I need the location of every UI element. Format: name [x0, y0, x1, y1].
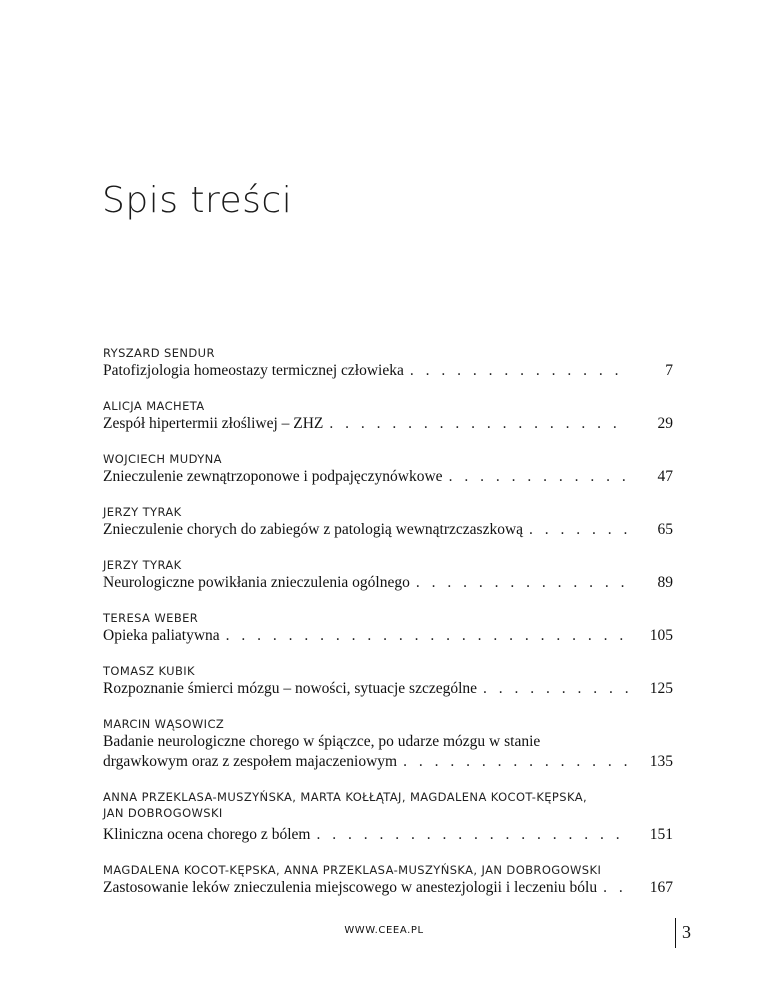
dot-leader — [603, 878, 629, 898]
entry-title-line[interactable] — [103, 679, 673, 699]
dot-leader — [226, 626, 629, 646]
toc-entry — [103, 789, 673, 845]
entry-title: Patofizjologia homeostazy termicznej człowieka — [103, 362, 404, 379]
entry-authors: TOMASZ KUBIK — [103, 664, 195, 678]
entry-title-line[interactable] — [103, 626, 673, 646]
dot-leader — [529, 520, 629, 540]
entry-authors: RYSZARD SENDUR — [103, 346, 215, 360]
entry-title-line[interactable] — [103, 414, 673, 434]
toc-entry — [103, 610, 673, 646]
entry-title-line[interactable] — [103, 752, 673, 772]
entry-title: Kliniczna ocena chorego z bólem — [103, 826, 311, 843]
entry-authors: JERZY TYRAK — [103, 558, 182, 572]
entry-page: 29 — [657, 415, 673, 432]
entry-title: Znieczulenie chorych do zabiegów z patologią wewnątrzczaszkową — [103, 521, 524, 538]
page-title: Spis treści — [102, 180, 293, 221]
entry-authors: TERESA WEBER — [103, 611, 199, 625]
entry-title-line[interactable] — [103, 361, 673, 381]
dot-leader — [403, 752, 629, 772]
entry-title-first-line[interactable]: Badanie neurologiczne chorego w śpiączce, po udarze mózgu w stanie — [103, 733, 541, 750]
entry-authors: WOJCIECH MUDYNA — [103, 452, 222, 466]
entry-title-line[interactable] — [103, 878, 673, 898]
entry-page: 7 — [665, 362, 673, 379]
dot-leader — [316, 825, 629, 845]
entry-page: 151 — [649, 826, 673, 843]
entry-authors: MAGDALENA KOCOT-KĘPSKA, ANNA PRZEKLASA-MUSZYŃSKA, JAN DOBROGOWSKI — [103, 863, 602, 877]
dot-leader — [329, 414, 629, 434]
dot-leader — [483, 679, 629, 699]
toc-entry — [103, 716, 673, 772]
entry-title: drgawkowym oraz z zespołem majaczeniowym — [103, 753, 398, 770]
toc-entry — [103, 345, 673, 381]
entry-title-line[interactable] — [103, 467, 673, 487]
entry-page: 105 — [649, 627, 673, 644]
entry-page: 125 — [649, 680, 673, 697]
entry-title: Opieka paliatywna — [103, 627, 220, 644]
entry-authors: JERZY TYRAK — [103, 505, 182, 519]
dot-leader — [416, 573, 629, 593]
toc-entry — [103, 451, 673, 487]
entry-title: Znieczulenie zewnątrzoponowe i podpajęczynówkowe — [103, 468, 443, 485]
toc-entry — [103, 557, 673, 593]
table-of-contents — [103, 345, 673, 898]
entry-page: 135 — [649, 753, 673, 770]
page-number-rule — [675, 918, 676, 948]
page-number: 3 — [682, 922, 691, 942]
entry-authors: ALICJA MACHETA — [103, 399, 205, 413]
entry-page: 89 — [657, 574, 673, 591]
toc-entry — [103, 862, 673, 898]
dot-leader — [449, 467, 629, 487]
toc-entry — [103, 663, 673, 699]
entry-title-line[interactable] — [103, 573, 673, 593]
entry-authors: ANNA PRZEKLASA-MUSZYŃSKA, MARTA KOŁŁĄTAJ, MAGDALENA KOCOT-KĘPSKA, JAN DOBROGOWSKI — [103, 790, 588, 820]
entry-title-line[interactable] — [103, 825, 673, 845]
entry-page: 167 — [649, 879, 673, 896]
entry-title: Rozpoznanie śmierci mózgu – nowości, sytuacje szczególne — [103, 680, 478, 697]
entry-title: Zespół hipertermii złośliwej – ZHZ — [103, 415, 324, 432]
entry-title: Zastosowanie leków znieczulenia miejscowego w anestezjologii i leczeniu bólu — [103, 879, 598, 896]
entry-title-line[interactable] — [103, 520, 673, 540]
dot-leader — [410, 361, 629, 381]
toc-entry — [103, 398, 673, 434]
footer-url: WWW.CEEA.PL — [344, 925, 424, 936]
entry-title: Neurologiczne powikłania znieczulenia ogólnego — [103, 574, 410, 591]
entry-page: 65 — [657, 521, 673, 538]
entry-page: 47 — [657, 468, 673, 485]
entry-authors: MARCIN WĄSOWICZ — [103, 717, 225, 731]
toc-entry — [103, 504, 673, 540]
